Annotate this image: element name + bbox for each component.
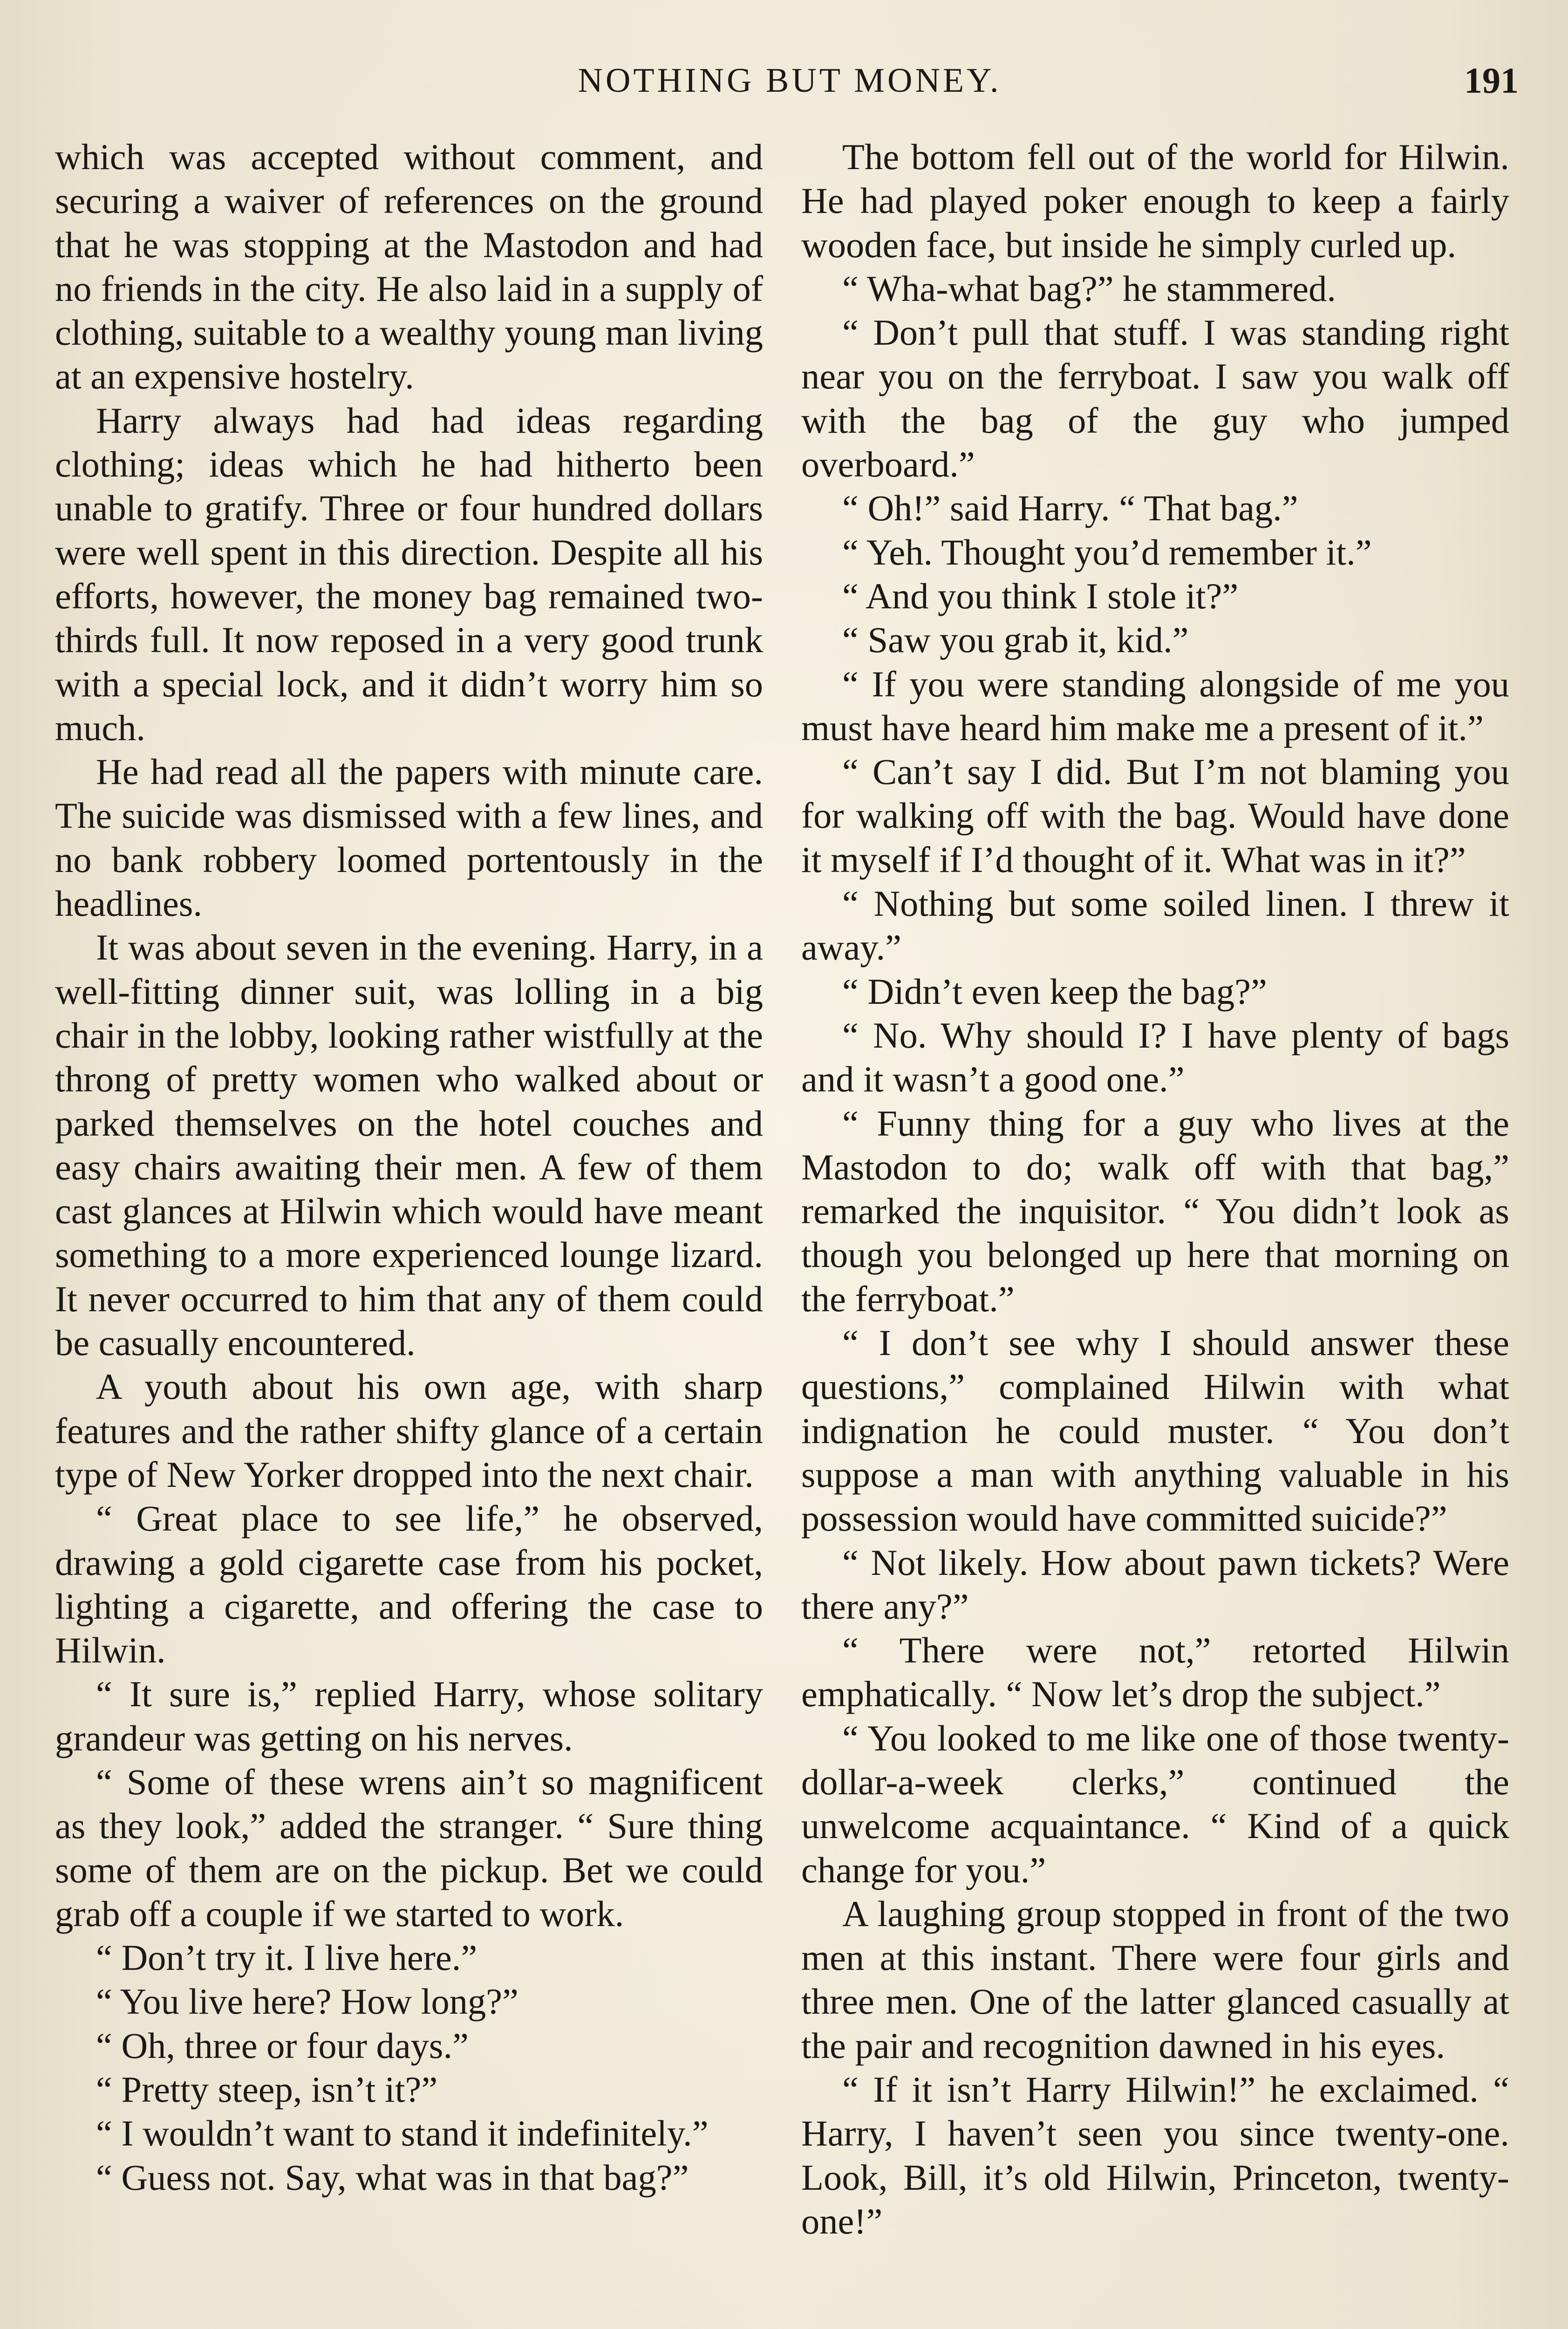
paragraph: The bottom fell out of the world for Hilwin. He had played poker enough to keep a fairly wooden face, but inside he simply curled up. bbox=[801, 136, 1509, 265]
paragraph: “ You live here? How long?” bbox=[96, 1981, 518, 2022]
paragraph: A youth about his own age, with sharp features and the rather shifty glance of a certain type of New Yorker dropped into the next chair. bbox=[55, 1366, 763, 1495]
paragraph: “ Funny thing for a guy who lives at the Mastodon to do; walk off with that bag,” remarked the inquisitor. “ You didn’t look as though you belonged up here that morning on the ferryboat.” bbox=[801, 1103, 1509, 1319]
paragraph: A laughing group stopped in front of the two men at this instant. There were four girls and three men. One of the latter glanced casually at the pair and recognition dawned in his eyes. bbox=[801, 1893, 1509, 2066]
paragraph: “ I wouldn’t want to stand it indefinitely.” bbox=[96, 2113, 709, 2154]
paragraph: “ Oh, three or four days.” bbox=[96, 2025, 469, 2066]
page-number: 191 bbox=[1464, 60, 1519, 101]
paragraph: “ Great place to see life,” he observed, drawing a gold cigarette case from his pocket, lighting a cigarette, and offering the case to Hilwin. bbox=[55, 1498, 763, 1671]
paragraph: “ Nothing but some soiled linen. I threw it away.” bbox=[801, 883, 1509, 968]
paragraph: “ If it isn’t Harry Hilwin!” he exclaimed. “ Harry, I haven’t seen you since twenty-one. Look, Bill, it’s old Hilwin, Princeton, twenty-one!” bbox=[801, 2069, 1509, 2241]
paragraph: “ If you were standing alongside of me you must have heard him make me a present of it.” bbox=[801, 663, 1509, 748]
paragraph: “ Some of these wrens ain’t so magnificent as they look,” added the stranger. “ Sure thing some of them are on the pickup. Bet we could grab off a couple if we started to work. bbox=[55, 1761, 763, 1934]
paragraph: “ I don’t see why I should answer these questions,” complained Hilwin with what indignation he could muster. “ You don’t suppose a man with anything valuable in his possession would have committed suicide?” bbox=[801, 1322, 1509, 1539]
paragraph: “ Guess not. Say, what was in that bag?” bbox=[96, 2157, 689, 2198]
paragraph: which was accepted without comment, and securing a waiver of references on the ground that he was stopping at the Mastodon and had no friends in the city. He also laid in a supply of clothing, suitable to a wealthy young man living at an expensive hostelry. bbox=[55, 136, 763, 397]
paragraph: “ Saw you grab it, kid.” bbox=[842, 620, 1189, 661]
right-column bbox=[801, 135, 1509, 2243]
paragraph: “ You looked to me like one of those twenty-dollar-a-week clerks,” continued the unwelcome acquaintance. “ Kind of a quick change for you.” bbox=[801, 1717, 1509, 1890]
page-header bbox=[56, 55, 1523, 106]
paragraph: “ Oh!” said Harry. “ That bag.” bbox=[842, 488, 1298, 529]
paragraph: He had read all the papers with minute care. The suicide was dismissed with a few lines, and no bank robbery loomed portentously in the headlines. bbox=[55, 751, 763, 924]
paragraph: “ Pretty steep, isn’t it?” bbox=[96, 2069, 438, 2110]
paragraph: “ Didn’t even keep the bag?” bbox=[842, 971, 1267, 1012]
paragraph: “ It sure is,” replied Harry, whose solitary grandeur was getting on his nerves. bbox=[55, 1674, 763, 1758]
paragraph: “ Don’t try it. I live here.” bbox=[96, 1937, 477, 1978]
paragraph: “ And you think I stole it?” bbox=[842, 575, 1239, 616]
paragraph: “ Can’t say I did. But I’m not blaming you for walking off with the bag. Would have done it myself if I’d thought of it. What was in it?” bbox=[801, 751, 1509, 880]
paragraph: Harry always had had ideas regarding clothing; ideas which he had hitherto been unable to gratify. Three or four hundred dollars were well spent in this direction. Despite all his efforts, however, the money bag remained two-thirds full. It now reposed in a very good trunk with a special lock, and it didn’t worry him so much. bbox=[55, 400, 763, 748]
paragraph: “ No. Why should I? I have plenty of bags and it wasn’t a good one.” bbox=[801, 1015, 1509, 1100]
paragraph: “ There were not,” retorted Hilwin emphatically. “ Now let’s drop the subject.” bbox=[801, 1630, 1509, 1715]
running-title: NOTHING BUT MONEY. bbox=[578, 61, 1002, 100]
paragraph: “ Yeh. Thought you’d remember it.” bbox=[842, 531, 1372, 572]
paragraph: It was about seven in the evening. Harry, in a well-fitting dinner suit, was lolling in a big chair in the lobby, looking rather wistfully at the throng of pretty women who walked about or parked themselves on the hotel couches and easy chairs awaiting their men. A few of them cast glances at Hilwin which would have meant something to a more experienced lounge lizard. It never occurred to him that any of them could be casually encountered. bbox=[55, 927, 763, 1363]
paragraph: “ Wha-what bag?” he stammered. bbox=[842, 268, 1336, 309]
paragraph: “ Don’t pull that stuff. I was standing right near you on the ferryboat. I saw you walk off with the bag of the guy who jumped overboard.” bbox=[801, 312, 1509, 485]
paragraph: “ Not likely. How about pawn tickets? Were there any?” bbox=[801, 1542, 1509, 1627]
left-column bbox=[55, 135, 763, 2200]
